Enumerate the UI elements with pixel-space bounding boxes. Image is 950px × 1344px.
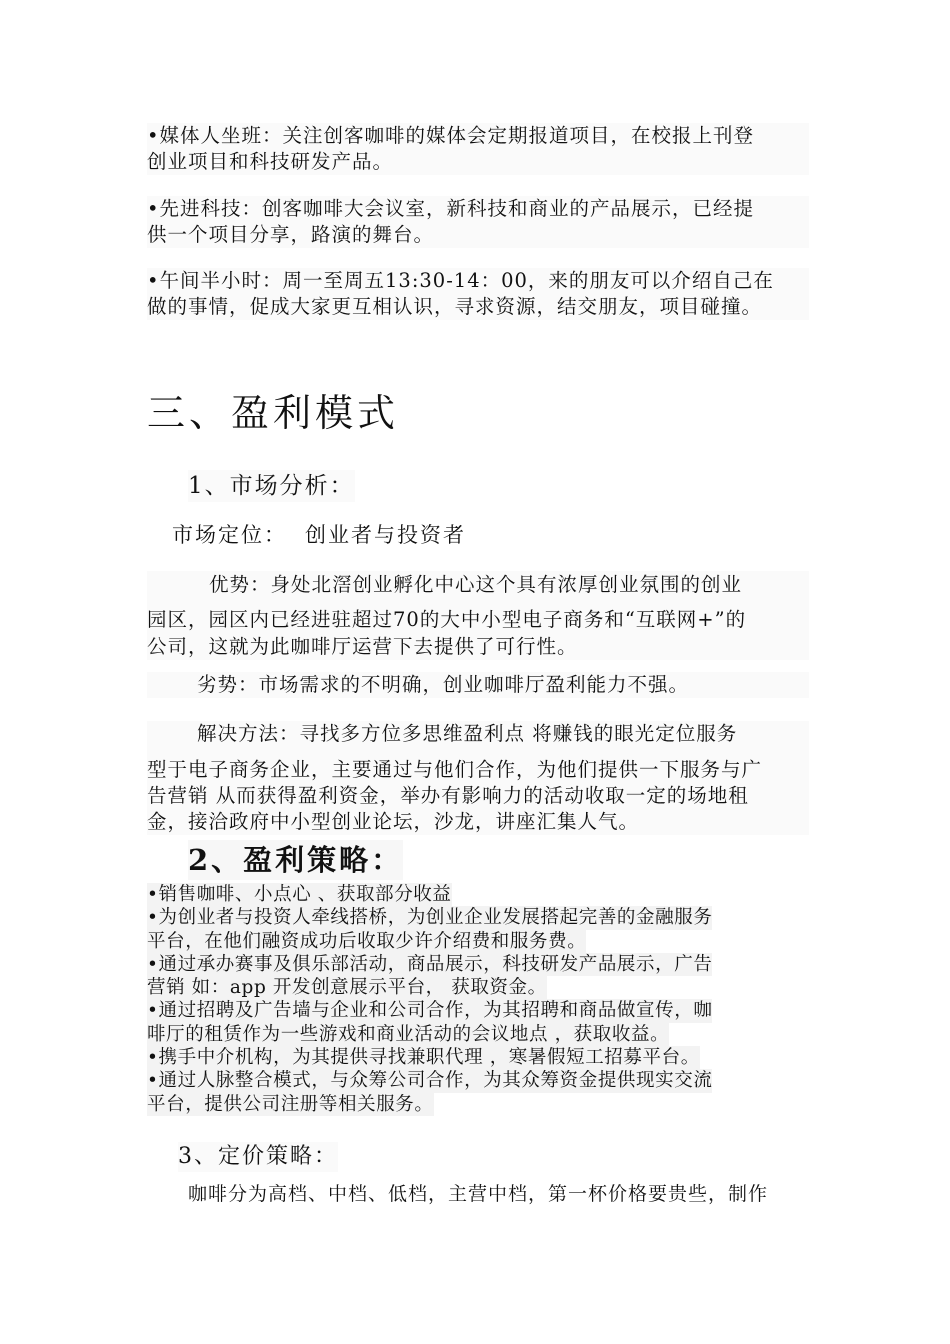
disadvantage-paragraph [147, 672, 809, 698]
text-line: •先进科技：创客咖啡大会议室，新科技和商业的产品展示，已经提 [147, 197, 755, 220]
intro-item-noon [147, 268, 809, 320]
text-line: 解决方法：寻找多方位多思维盈利点 将赚钱的眼光定位服务 [197, 722, 738, 745]
market-analysis-heading: 1、市场分析： [188, 470, 355, 502]
list-item: •销售咖啡、小点心 、获取部分收益 [147, 884, 452, 905]
text-line: 劣势：市场需求的不明确，创业咖啡厅盈利能力不强。 [197, 673, 690, 696]
text-line: 告营销 从而获得盈利资金，举办有影响力的活动收取一定的场地租 [147, 784, 749, 807]
profit-strategy-heading: 2、盈利策略： [188, 840, 403, 880]
text-line: 供一个项目分享，路演的舞台。 [147, 223, 435, 246]
section-title: 三、盈利模式 [147, 391, 400, 435]
text-line: 园区，园区内已经进驻超过70的大中小型电子商务和“互联网+”的 [147, 608, 747, 631]
text-line: •午间半小时：周一至周五13:30-14：00，来的朋友可以介绍自己在 [147, 269, 774, 292]
pricing-strategy-text: 咖啡分为高档、中档、低档，主营中档，第一杯价格要贵些，制作 [188, 1183, 769, 1205]
positioning-value: 创业者与投资者 [305, 523, 466, 547]
text-line: 公司，这就为此咖啡厅运营下去提供了可行性。 [147, 635, 578, 658]
text-line: 做的事情，促成大家更互相认识，寻求资源，结交朋友，项目碰撞。 [147, 295, 763, 318]
list-item: 平台，在他们融资成功后收取少许介绍费和服务费。 [147, 930, 587, 952]
market-positioning [172, 520, 466, 550]
intro-item-media [147, 123, 809, 175]
list-item: •为创业者与投资人牵线搭桥，为创业企业发展搭起完善的金融服务 [147, 907, 713, 929]
advantage-paragraph [147, 571, 809, 660]
text-line: 型于电子商务企业，主要通过与他们合作，为他们提供一下服务与广 [147, 758, 763, 781]
list-item: 平台，提供公司注册等相关服务。 [147, 1093, 434, 1115]
list-item: •通过人脉整合模式，与众筹公司合作，为其众筹资金提供现实交流 [147, 1070, 713, 1092]
profit-strategy-list [147, 883, 809, 1116]
list-item: •通过承办赛事及俱乐部活动，商品展示，科技研发产品展示，广告 [147, 953, 713, 975]
list-item: •携手中介机构，为其提供寻找兼职代理 ，寒暑假短工招募平台。 [147, 1047, 700, 1069]
text-line: 创业项目和科技研发产品。 [147, 150, 394, 173]
list-item: 营销 如：app 开发创意展示平台， 获取资金。 [147, 977, 547, 999]
text-line: •媒体人坐班：关注创客咖啡的媒体会定期报道项目，在校报上刊登 [147, 124, 755, 147]
intro-item-technology [147, 196, 809, 248]
list-item: •通过招聘及广告墙与企业和公司合作，为其招聘和商品做宣传，咖 [147, 1000, 713, 1022]
text-line: 优势：身处北滘创业孵化中心这个具有浓厚创业氛围的创业 [209, 573, 743, 596]
pricing-strategy-heading: 3、定价策略： [178, 1142, 338, 1172]
list-item: 啡厅的租赁作为一些游戏和商业活动的会议地点 ，获取收益。 [147, 1023, 670, 1045]
solution-paragraph [147, 721, 809, 835]
text-line: 金，接洽政府中小型创业论坛，沙龙，讲座汇集人气。 [147, 810, 640, 833]
positioning-label: 市场定位： [172, 523, 287, 547]
